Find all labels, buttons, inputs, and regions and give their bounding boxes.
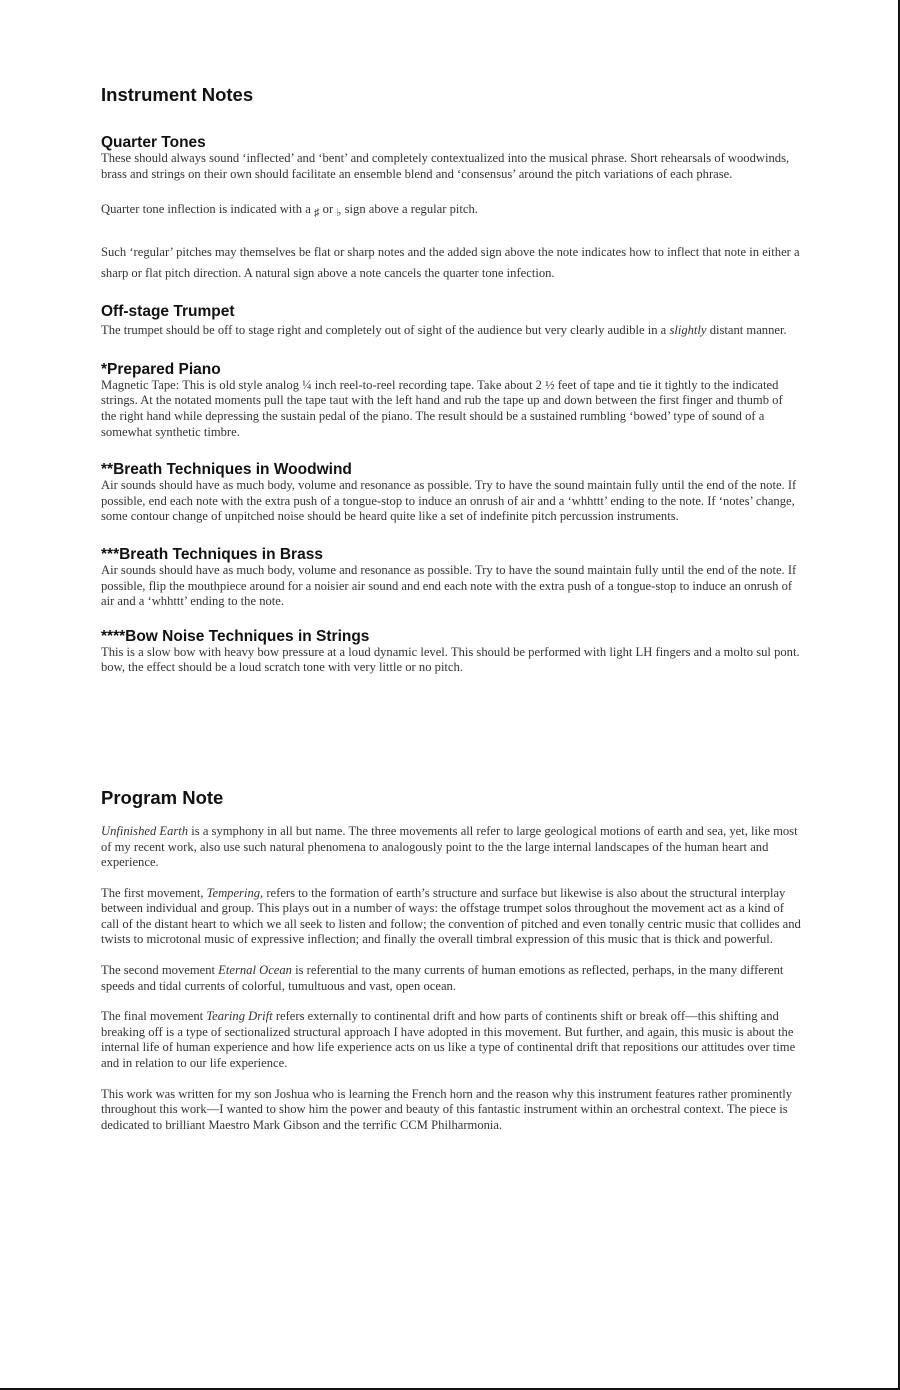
quarter-tones-para-2: [101, 202, 801, 222]
offstage-trumpet-text-before: The trumpet should be off to stage right and completely out of sight of the audience but very clearly audible in a: [101, 322, 667, 337]
program-note-para-2-rest: refers to the formation of earth’s structure and surface but likewise is also about the structural interplay between individual and group. This plays out in a number of ways: the offstage trumpet solos throughout the movement act as a kind of call of the distant heart to which we all seek to listen and follow; the convention of pitched and even tonally centric music that collides and twists to microtonal music of expressive inflection; and finally the overall timbral expression of this music that is thick and powerful.: [101, 885, 801, 947]
program-note-para-1-rest: is a symphony in all but name. The three movements all refer to large geological motions of earth and sea, yet, like most of my recent work, also use such natural phenomena to analogously point to the the large internal landscapes of the human heart and experience.: [101, 823, 798, 870]
offstage-trumpet-heading: Off-stage Trumpet: [101, 302, 235, 320]
quarter-flat-icon: ♭: [336, 207, 342, 220]
quarter-tones-para-2-before: Quarter tone inflection is indicated with a: [101, 202, 311, 217]
program-note-title: Program Note: [101, 786, 224, 808]
program-note-para-3-italic: Eternal Ocean: [218, 963, 292, 978]
offstage-trumpet-text-italic: slightly: [669, 322, 707, 337]
breath-brass-heading: ***Breath Techniques in Brass: [101, 545, 323, 563]
program-note-para-1: [101, 824, 801, 871]
program-note-para-4-italic: Tearing Drift: [206, 1009, 273, 1024]
program-note-para-5: This work was written for my son Joshua who is learning the French horn and the reason why this instrument features rather prominently throughout this work—I wanted to show him the power and beauty of this fantastic instrument within an orchestral context. The piece is dedicated to brilliant Maestro Mark Gibson and the terrific CCM Philharmonia.: [101, 1086, 793, 1132]
program-note-para-2-italic: Tempering,: [206, 885, 264, 900]
offstage-trumpet-text: [101, 320, 801, 341]
quarter-tones-para-2-after: sign above a regular pitch.: [344, 202, 478, 217]
bow-noise-text: This is a slow bow with heavy bow pressure at a loud dynamic level. This should be performed with light LH fingers and a molto sul pont. bow, the effect should be a loud scratch tone with very little or no pitch.: [101, 644, 800, 675]
breath-woodwind-text: Air sounds should have as much body, volume and resonance as possible. Try to have the sound maintain fully until the end of the note. If possible, end each note with the extra push of a tongue-stop to induce an onrush of air and a ‘whhttt’ ending to the note. If ‘notes’ change, some contour change of unpitched noise should be heard quite like a set of indefinite pitch percussion instruments.: [101, 478, 797, 524]
quarter-tones-para-1: These should always sound ‘inflected’ and ‘bent’ and completely contextualized into the musical phrase. Short rehearsals of woodwinds, brass and strings on their own should facilitate an ensemble blend and ‘consensus’ around the pitch variations of each phrase.: [101, 151, 790, 181]
offstage-trumpet-text-after: distant manner.: [709, 322, 787, 337]
quarter-sharp-icon: ♯: [313, 207, 320, 220]
prepared-piano-text: Magnetic Tape: This is old style analog ¼ inch reel-to-reel recording tape. Take about 2 ½ feet of tape and tie it tightly to the indicated strings. At the notated moments pull the tape taut with the left hand and rub the tape up and down between the first finger and thumb of the right hand while depressing the sustain pedal of the piano. The result should be a sustained rumbling ‘bowed’ type of sound of a somewhat synthetic timbre.: [101, 377, 783, 439]
breath-woodwind-heading: **Breath Techniques in Woodwind: [101, 461, 352, 479]
program-note-para-2-before: The first movement,: [101, 885, 204, 900]
program-note-para-4: [101, 1009, 801, 1071]
breath-brass-text: Air sounds should have as much body, volume and resonance as possible. Try to have the sound maintain fully until the end of the note. If possible, flip the mouthpiece around for a noisier air sound and end each note with the extra push of a tongue-stop to induce an onrush of air and a ‘whhttt’ ending to the note.: [101, 562, 797, 609]
prepared-piano-heading: *Prepared Piano: [101, 360, 221, 378]
program-note-para-3-before: The second movement: [101, 963, 216, 978]
quarter-tones-para-3: Such ‘regular’ pitches may themselves be flat or sharp notes and the added sign above the note indicates how to inflect that note in either a sharp or flat pitch direction. A natural sign above a note cancels the quarter tone infection.: [101, 244, 800, 280]
page-content: [101, 84, 801, 1133]
program-note-para-2: [101, 886, 801, 948]
bow-noise-heading: ****Bow Noise Techniques in Strings: [101, 627, 370, 645]
program-note-para-3-rest: is referential to the many currents of human emotions as reflected, perhaps, in the many different speeds and tidal currents of colorful, tumultuous and vast, open ocean.: [101, 963, 784, 993]
instrument-notes-title: Instrument Notes: [101, 84, 254, 105]
quarter-tones-para-2-or: or: [322, 202, 334, 217]
program-note-para-4-rest: refers externally to continental drift and how parts of continents shift or break off—this shifting and breaking off is a type of sectionalized structural approach I have adopted in this movement. But further, and again, this music is about the internal life of human experience and how life experience acts on us like a type of continental drift that repositions our attitudes over time and in relation to our life experience.: [101, 1009, 796, 1071]
program-note-para-3: [101, 963, 801, 994]
program-note-para-4-before: The final movement: [101, 1009, 204, 1024]
quarter-tones-heading: Quarter Tones: [101, 134, 206, 151]
program-note-para-1-italic: Unfinished Earth: [101, 823, 189, 838]
